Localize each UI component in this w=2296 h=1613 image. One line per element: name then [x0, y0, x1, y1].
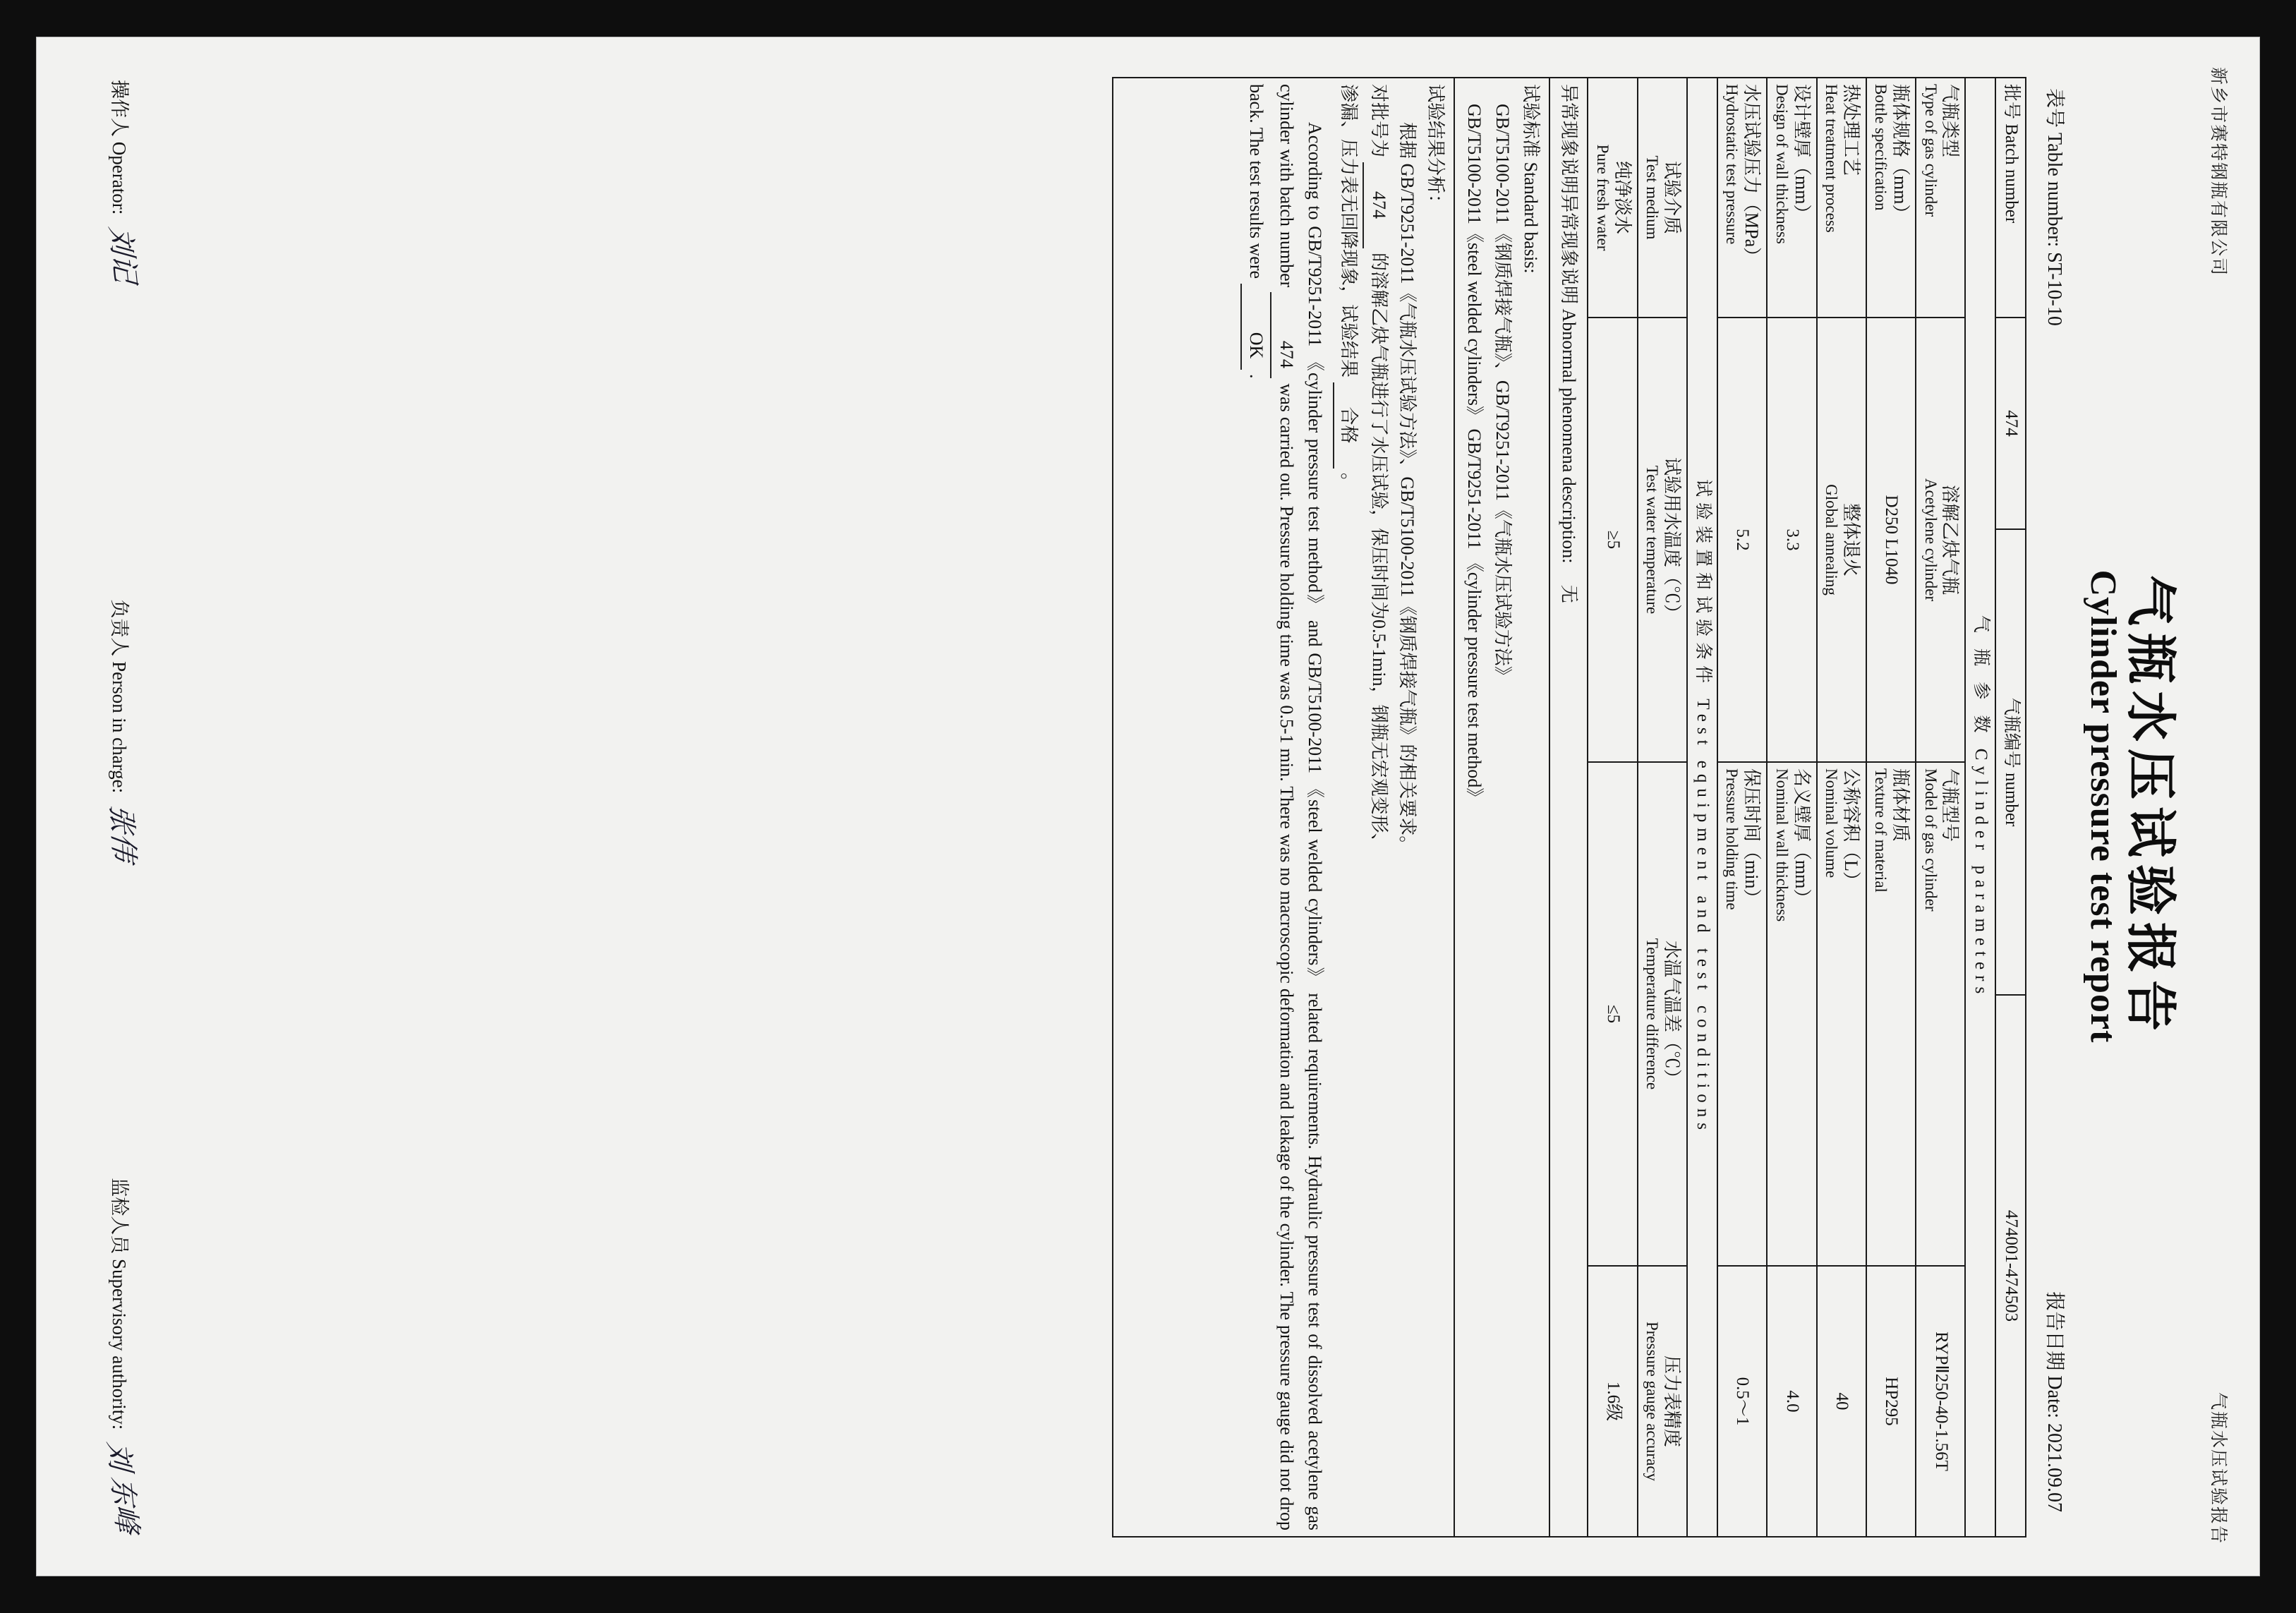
- param-label-holding-time-en: Pressure holding time: [1723, 768, 1741, 910]
- param-label-spec-en: Bottle specification: [1872, 84, 1890, 211]
- result-quality-cn: 合格: [1333, 382, 1363, 469]
- param-value-heat-en: Global annealing: [1822, 484, 1840, 596]
- document-type-header: 气瓶水压试验报告: [2209, 1391, 2228, 1545]
- param-value-nominal-thickness: 4.0: [1767, 1266, 1816, 1537]
- result-paragraph-cn: [1393, 84, 1421, 1530]
- report-date: [2042, 1291, 2070, 1533]
- param-label-type: [1916, 78, 1965, 318]
- table-row-equipment-labels: [1638, 78, 1687, 1537]
- result-en-line-1: According to GB/T9251-2011 《cylinder pressure test method》 and GB/T5100-2011 《steel welded cylinders》 related requirements. Hydraulic pressure test of dissolved acetylene gas cylinder with batch number: [1276, 84, 1326, 1531]
- cylinder-serial-value: 474001-474503: [1995, 995, 2026, 1537]
- param-value-holding-time: 0.5～1: [1717, 1266, 1767, 1537]
- person-in-charge-label: 负责人 Person in charge:: [109, 599, 130, 794]
- param-value-volume: 40: [1817, 1266, 1866, 1537]
- param-value-design-thickness: 3.3: [1767, 318, 1816, 762]
- person-in-charge-group: [104, 599, 145, 864]
- param-label-design-thickness-en: Design of wall thickness: [1772, 84, 1791, 244]
- batch-number-label: 批号 Batch number: [1995, 78, 2026, 318]
- document-meta: [2042, 80, 2070, 1533]
- param-label-material-en: Texture of material: [1872, 768, 1890, 893]
- equip-value-water-temp: ≥5: [1588, 318, 1637, 762]
- table-number-label: 表号 Table number:: [2043, 88, 2065, 248]
- table-row-equipment-header: [1687, 78, 1717, 1537]
- abnormal-phenomena-cell: [1549, 78, 1588, 1537]
- param-label-volume-cn: 公称容积（L）: [1840, 768, 1861, 890]
- param-value-type-cn: 溶解乙炔气瓶: [1940, 484, 1961, 595]
- param-label-holding-time: [1717, 762, 1767, 1266]
- page-title-en: Cylinder pressure test report: [2083, 569, 2123, 1044]
- report-date-value: 2021.09.07: [2043, 1423, 2065, 1512]
- standard-label: 试验标准 Standard basis:: [1521, 84, 1542, 274]
- result-paragraph-cn-2: [1363, 84, 1392, 1530]
- table-row: [1916, 78, 1965, 1537]
- equip-label-water-temp-cn: 试验用水温度（℃）: [1662, 457, 1683, 622]
- result-batch-number-en: 474: [1270, 292, 1300, 378]
- param-label-volume: [1817, 762, 1866, 1266]
- table-row-abnormal: [1549, 78, 1588, 1537]
- table-row-params-header: [1966, 78, 1996, 1537]
- standard-basis-cell: [1454, 78, 1549, 1537]
- param-value-type: [1916, 318, 1965, 762]
- test-equipment-header: 试验装置和试验条件 Test equipment and test conditions: [1687, 78, 1717, 1537]
- param-label-type-cn: 气瓶类型: [1940, 84, 1961, 158]
- param-label-nominal-thickness: [1767, 762, 1816, 1266]
- param-value-spec: D250 L1040: [1866, 318, 1916, 762]
- supervisor-signature: 刘 东峰: [102, 1441, 144, 1534]
- report-date-label: 报告日期 Date:: [2043, 1291, 2065, 1418]
- table-row: [1717, 78, 1767, 1537]
- supervisor-group: [104, 1178, 145, 1533]
- param-label-material: [1866, 762, 1916, 1266]
- param-label-spec-cn: 瓶体规格（mm）: [1890, 84, 1911, 223]
- result-en-line-3: .: [1246, 374, 1267, 379]
- param-label-test-pressure-cn: 水压试验压力（MPa）: [1741, 84, 1763, 266]
- page-title-cn: 气瓶水压试验报告: [2122, 574, 2178, 1038]
- equip-label-temp-diff-cn: 水温气温差（℃）: [1662, 940, 1683, 1087]
- cylinder-serial-label: 气瓶编号 number: [1995, 529, 2026, 995]
- param-label-volume-en: Nominal volume: [1822, 768, 1840, 878]
- equip-label-gauge-accuracy-en: Pressure gauge accuracy: [1643, 1321, 1662, 1482]
- table-row: [1866, 78, 1916, 1537]
- table-row: [1817, 78, 1866, 1537]
- equip-label-gauge-accuracy: [1638, 1266, 1687, 1537]
- person-in-charge-signature: 张伟: [104, 802, 140, 864]
- equip-label-gauge-accuracy-cn: 压力表精度: [1662, 1355, 1683, 1448]
- operator-signature: 刘记: [104, 226, 142, 284]
- operator-signature-group: [104, 80, 145, 283]
- table-row: [1767, 78, 1816, 1537]
- result-paragraph-cn-3: [1333, 84, 1363, 1530]
- batch-number-value: 474: [1995, 318, 2026, 529]
- equip-label-water-temp: [1638, 318, 1687, 762]
- param-label-design-thickness: [1767, 78, 1816, 318]
- param-label-model-en: Model of gas cylinder: [1921, 768, 1940, 912]
- company-name: 新乡市赛特钢瓶有限公司: [2209, 67, 2228, 277]
- table-number: [2042, 80, 2070, 326]
- equip-value-gauge-accuracy: 1.6级: [1588, 1266, 1637, 1537]
- equip-label-water-temp-en: Test water temperature: [1643, 465, 1662, 615]
- equip-label-medium-cn: 试验介质: [1662, 160, 1683, 234]
- equip-label-medium: [1638, 78, 1687, 318]
- param-label-model-cn: 气瓶型号: [1940, 768, 1961, 842]
- param-value-material: HP295: [1866, 1266, 1916, 1537]
- table-row-batch: [1995, 78, 2026, 1537]
- standard-line-2: GB/T5100-2011《steel welded cylinders》 GB/T9251-2011 《cylinder pressure test method》: [1463, 104, 1485, 806]
- equip-label-temp-diff: [1638, 762, 1687, 1266]
- result-cn-line-2: 对批号为: [1368, 84, 1389, 158]
- result-cn-line-1: 根据 GB/T9251-2011《气瓶水压试验方法》、GB/T5100-2011《钢质焊接气瓶》的相关要求。: [1396, 122, 1418, 854]
- cylinder-parameters-header: 气 瓶 参 数 Cylinder parameters: [1966, 78, 1996, 1537]
- equip-value-medium-en: Pure fresh water: [1593, 144, 1612, 251]
- cylinder-test-table: [1112, 77, 2026, 1538]
- table-row-standard: [1454, 78, 1549, 1537]
- param-label-nominal-thickness-cn: 名义壁厚（mm）: [1791, 768, 1812, 907]
- param-value-type-en: Acetylene cylinder: [1921, 478, 1940, 602]
- param-label-model: [1916, 762, 1965, 1266]
- test-result-cell: [1113, 78, 1454, 1537]
- param-value-heat: [1817, 318, 1866, 762]
- equip-value-medium: [1588, 78, 1637, 318]
- result-label: 试验结果分析：: [1425, 84, 1446, 213]
- param-label-spec: [1866, 78, 1916, 318]
- equip-value-medium-cn: 纯净淡水: [1612, 160, 1633, 234]
- param-label-nominal-thickness-en: Nominal wall thickness: [1772, 768, 1791, 922]
- equip-label-temp-diff-en: Temperature difference: [1643, 938, 1662, 1090]
- param-value-heat-cn: 整体退火: [1840, 502, 1861, 576]
- supervisor-label: 监检人员 Supervisory authority:: [109, 1178, 130, 1430]
- table-row-equipment-values: [1588, 78, 1637, 1537]
- result-cn-line-3: 的溶解乙炔气瓶进行了水压试验，保压时间为0.5-1min，钢瓶无宏观变形、: [1368, 253, 1389, 852]
- param-value-model: RYPⅡ250-40-1.56T: [1916, 1266, 1965, 1537]
- table-number-value: ST-10-10: [2043, 252, 2065, 326]
- equip-label-medium-en: Test medium: [1643, 155, 1662, 240]
- operator-label: 操作人 Operator:: [109, 80, 130, 215]
- abnormal-label: 异常现象说明异常现象说明 Abnormal phenomena description:: [1559, 84, 1580, 564]
- standard-line-1: GB/T5100-2011《钢质焊接气瓶》、GB/T9251-2011《气瓶水压试验方法》: [1492, 104, 1513, 684]
- result-paragraph-en: [1240, 84, 1329, 1530]
- param-label-heat: [1817, 78, 1866, 318]
- param-label-test-pressure: [1717, 78, 1767, 318]
- signature-row: [104, 80, 145, 1533]
- param-label-heat-en: Heat treatment process: [1822, 84, 1840, 233]
- param-label-type-en: Type of gas cylinder: [1921, 84, 1940, 217]
- result-en-line-2: was carried out. Pressure holding time was 0.5-1 min. There was no macroscopic deformation and leakage of the cylinder. The pressure gauge did not drop back. The test results were: [1246, 84, 1297, 1531]
- param-label-holding-time-cn: 保压时间（min）: [1741, 768, 1763, 907]
- result-ok-en: OK: [1240, 284, 1270, 370]
- param-label-heat-cn: 热处理工艺: [1840, 84, 1861, 176]
- param-label-material-cn: 瓶体材质: [1890, 768, 1911, 842]
- result-batch-number-cn: 474: [1363, 162, 1392, 248]
- result-cn-line-5: 。: [1339, 473, 1360, 492]
- document-page: [37, 37, 2259, 1576]
- table-row-result: [1113, 78, 1454, 1537]
- result-cn-line-4: 渗漏、压力表无回降现象，试验结果: [1339, 84, 1360, 378]
- param-label-test-pressure-en: Hydrostatic test pressure: [1723, 84, 1741, 245]
- param-label-design-thickness-cn: 设计壁厚（mm）: [1791, 84, 1812, 223]
- param-value-test-pressure: 5.2: [1717, 318, 1767, 762]
- equip-value-temp-diff: ≤5: [1588, 762, 1637, 1266]
- abnormal-value: 无: [1559, 584, 1580, 603]
